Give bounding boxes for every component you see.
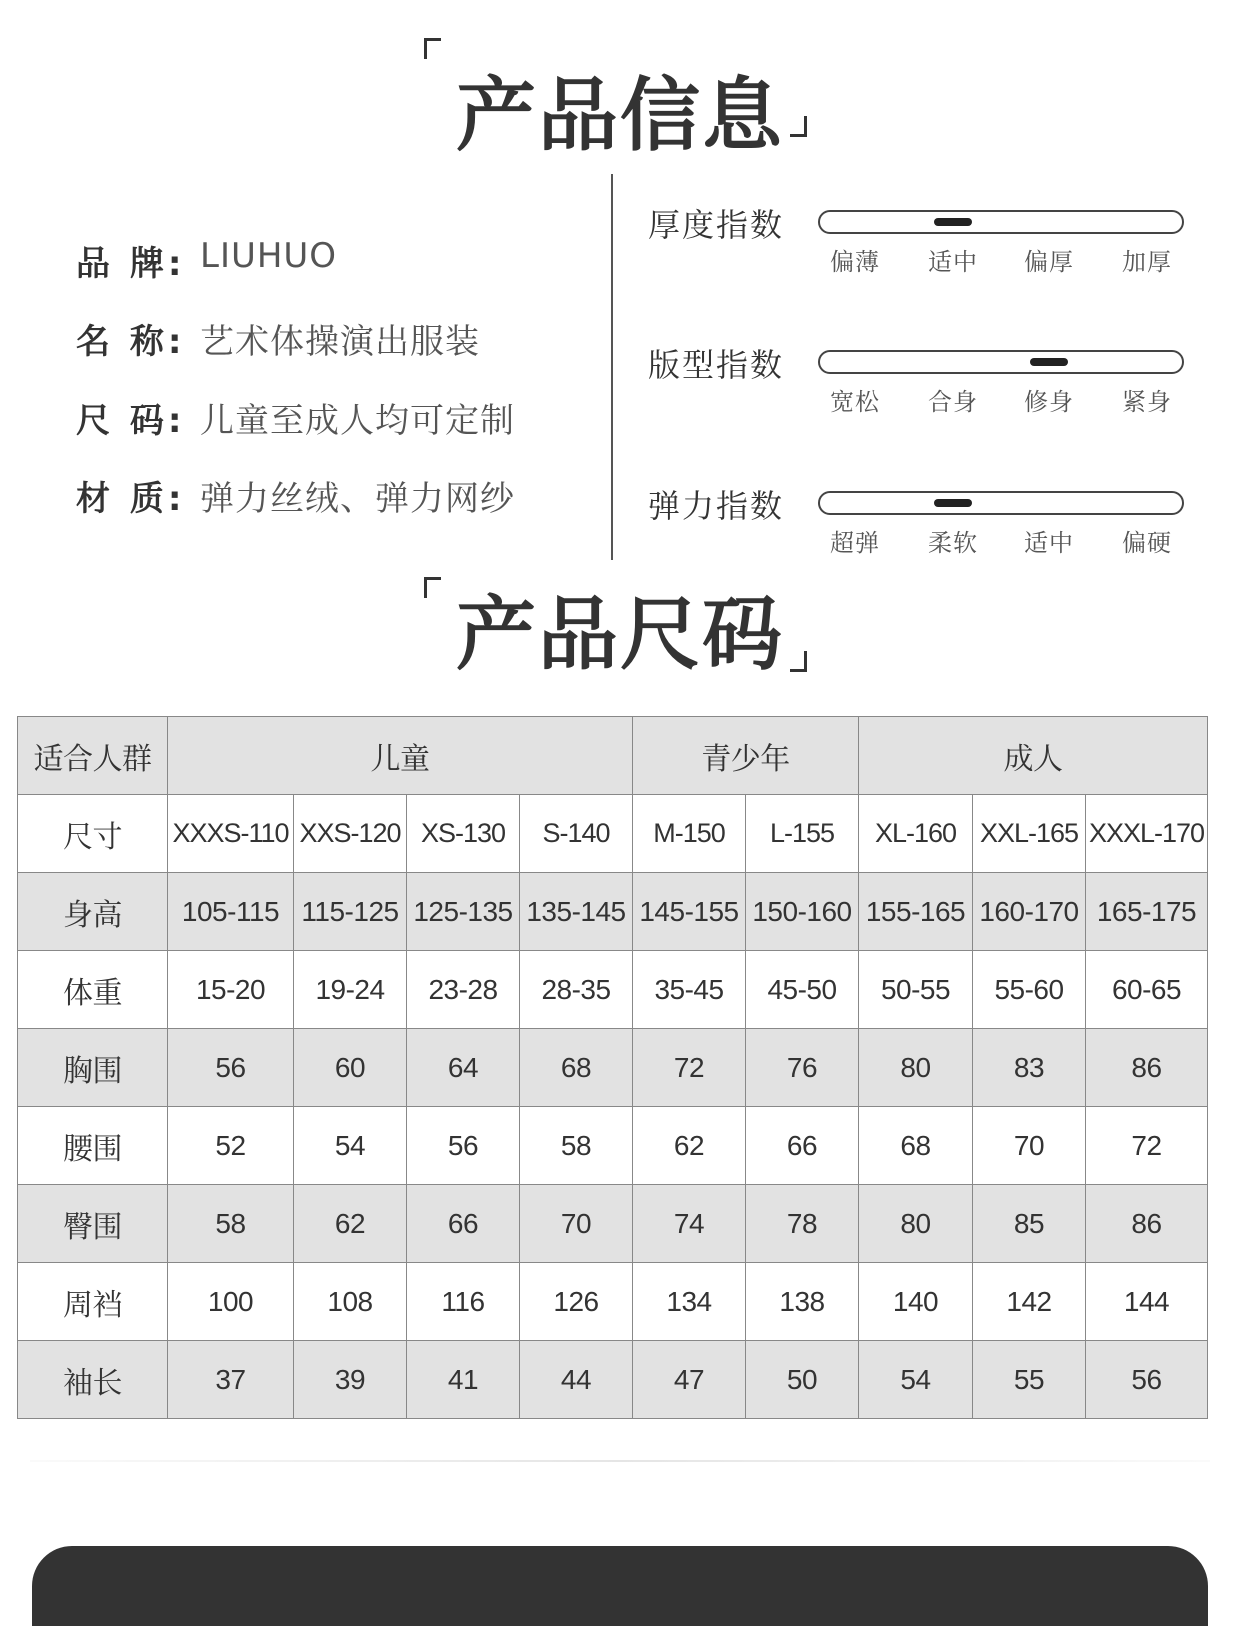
- footer-divider: [30, 1460, 1210, 1462]
- table-cell: 145-155: [633, 873, 746, 951]
- index-label: 版型指数: [648, 346, 785, 384]
- index-option: 合身: [928, 388, 978, 416]
- table-cell: 83: [973, 1029, 1086, 1107]
- table-cell: 138: [746, 1263, 859, 1341]
- table-cell: 19-24: [294, 951, 407, 1029]
- table-row: [18, 1107, 1208, 1185]
- table-cell: 66: [746, 1107, 859, 1185]
- table-cell: 52: [168, 1107, 294, 1185]
- table-row: [18, 873, 1208, 951]
- table-cell: 125-135: [407, 873, 520, 951]
- table-cell: 39: [294, 1341, 407, 1419]
- table-row: [18, 1263, 1208, 1341]
- vertical-divider: [611, 174, 613, 560]
- group-adult: 成人: [859, 717, 1208, 795]
- group-header-label: 适合人群: [18, 717, 168, 795]
- table-cell: 62: [294, 1185, 407, 1263]
- table-row: [18, 795, 1208, 873]
- table-cell: 140: [859, 1263, 973, 1341]
- table-cell: 37: [168, 1341, 294, 1419]
- table-cell: 47: [633, 1341, 746, 1419]
- info-value: LIUHUO: [200, 236, 338, 276]
- table-cell: 115-125: [294, 873, 407, 951]
- table-cell: 70: [520, 1185, 633, 1263]
- index-marker: [934, 499, 972, 507]
- index-option: 偏薄: [830, 248, 880, 276]
- table-cell: 56: [1086, 1341, 1208, 1419]
- table-cell: 68: [859, 1107, 973, 1185]
- table-cell: XXS-120: [294, 795, 407, 873]
- table-cell: 45-50: [746, 951, 859, 1029]
- info-label: 品 牌:: [76, 244, 186, 284]
- table-cell: 160-170: [973, 873, 1086, 951]
- table-cell: 66: [407, 1185, 520, 1263]
- table-cell: 64: [407, 1029, 520, 1107]
- table-cell: 54: [859, 1341, 973, 1419]
- table-cell: XXL-165: [973, 795, 1086, 873]
- table-cell: XXXS-110: [168, 795, 294, 873]
- table-cell: 41: [407, 1341, 520, 1419]
- info-label: 名 称:: [76, 322, 186, 362]
- group-teen: 青少年: [633, 717, 859, 795]
- row-label: 腰围: [18, 1107, 168, 1185]
- table-cell: 55-60: [973, 951, 1086, 1029]
- row-label: 臀围: [18, 1185, 168, 1263]
- table-cell: 150-160: [746, 873, 859, 951]
- table-cell: 28-35: [520, 951, 633, 1029]
- thickness-index: [648, 200, 1208, 310]
- table-cell: 56: [168, 1029, 294, 1107]
- row-label: 胸围: [18, 1029, 168, 1107]
- table-row: [18, 1029, 1208, 1107]
- index-option: 适中: [1024, 529, 1074, 557]
- table-cell: 144: [1086, 1263, 1208, 1341]
- group-children: 儿童: [168, 717, 633, 795]
- table-cell: 68: [520, 1029, 633, 1107]
- info-label: 材 质:: [76, 479, 186, 519]
- info-value: 艺术体操演出服装: [200, 322, 480, 362]
- table-cell: L-155: [746, 795, 859, 873]
- table-cell: 142: [973, 1263, 1086, 1341]
- index-option: 加厚: [1122, 248, 1172, 276]
- index-track: [818, 350, 1184, 374]
- table-cell: 78: [746, 1185, 859, 1263]
- index-option: 修身: [1024, 388, 1074, 416]
- table-cell: 74: [633, 1185, 746, 1263]
- index-label: 厚度指数: [648, 206, 785, 244]
- size-chart-table: [17, 716, 1208, 1419]
- index-option: 紧身: [1122, 388, 1172, 416]
- table-cell: 50-55: [859, 951, 973, 1029]
- info-value: 儿童至成人均可定制: [200, 401, 515, 441]
- row-label: 体重: [18, 951, 168, 1029]
- index-marker: [934, 218, 972, 226]
- table-cell: 134: [633, 1263, 746, 1341]
- table-cell: 35-45: [633, 951, 746, 1029]
- table-cell: M-150: [633, 795, 746, 873]
- index-option: 偏硬: [1122, 529, 1172, 557]
- table-cell: 60-65: [1086, 951, 1208, 1029]
- table-cell: 58: [520, 1107, 633, 1185]
- index-option: 宽松: [830, 388, 880, 416]
- table-cell: 62: [633, 1107, 746, 1185]
- product-info-title: [0, 30, 1240, 162]
- table-cell: 72: [1086, 1107, 1208, 1185]
- index-option: 适中: [928, 248, 978, 276]
- table-cell: 116: [407, 1263, 520, 1341]
- row-label: 周裆: [18, 1263, 168, 1341]
- index-track: [818, 210, 1184, 234]
- table-cell: 108: [294, 1263, 407, 1341]
- info-value: 弹力丝绒、弹力网纱: [200, 479, 515, 519]
- info-label: 尺 码:: [76, 401, 186, 441]
- table-cell: 85: [973, 1185, 1086, 1263]
- index-marker: [1030, 358, 1068, 366]
- table-cell: 72: [633, 1029, 746, 1107]
- table-cell: 80: [859, 1185, 973, 1263]
- table-row: [18, 1185, 1208, 1263]
- product-size-title-text: 产品尺码: [456, 588, 784, 681]
- table-cell: 76: [746, 1029, 859, 1107]
- table-cell: 135-145: [520, 873, 633, 951]
- row-label: 袖长: [18, 1341, 168, 1419]
- table-cell: 56: [407, 1107, 520, 1185]
- table-cell: 165-175: [1086, 873, 1208, 951]
- table-cell: 86: [1086, 1185, 1208, 1263]
- table-cell: 155-165: [859, 873, 973, 951]
- table-cell: 54: [294, 1107, 407, 1185]
- table-cell: 15-20: [168, 951, 294, 1029]
- row-label: 身高: [18, 873, 168, 951]
- table-group-header-row: [18, 717, 1208, 795]
- table-cell: XS-130: [407, 795, 520, 873]
- table-cell: 50: [746, 1341, 859, 1419]
- index-track: [818, 491, 1184, 515]
- title-close-bracket: [790, 651, 807, 672]
- table-cell: XL-160: [859, 795, 973, 873]
- table-cell: 44: [520, 1341, 633, 1419]
- table-cell: 80: [859, 1029, 973, 1107]
- index-option: 超弹: [830, 529, 880, 557]
- table-row: [18, 951, 1208, 1029]
- table-cell: 55: [973, 1341, 1086, 1419]
- product-info-title-text: 产品信息: [456, 69, 784, 162]
- row-label: 尺寸: [18, 795, 168, 873]
- title-close-bracket: [790, 116, 807, 137]
- table-cell: 126: [520, 1263, 633, 1341]
- index-option: 偏厚: [1024, 248, 1074, 276]
- table-cell: 23-28: [407, 951, 520, 1029]
- table-cell: 70: [973, 1107, 1086, 1185]
- table-cell: 58: [168, 1185, 294, 1263]
- table-row: [18, 1341, 1208, 1419]
- fit-index: [648, 340, 1208, 450]
- table-cell: XXXL-170: [1086, 795, 1208, 873]
- product-size-title: [0, 575, 1240, 695]
- index-label: 弹力指数: [648, 487, 785, 525]
- table-cell: 100: [168, 1263, 294, 1341]
- table-cell: 86: [1086, 1029, 1208, 1107]
- title-open-bracket: [424, 38, 441, 59]
- footer-bar: [32, 1546, 1208, 1626]
- index-option: 柔软: [928, 529, 978, 557]
- table-cell: S-140: [520, 795, 633, 873]
- table-cell: 60: [294, 1029, 407, 1107]
- table-cell: 105-115: [168, 873, 294, 951]
